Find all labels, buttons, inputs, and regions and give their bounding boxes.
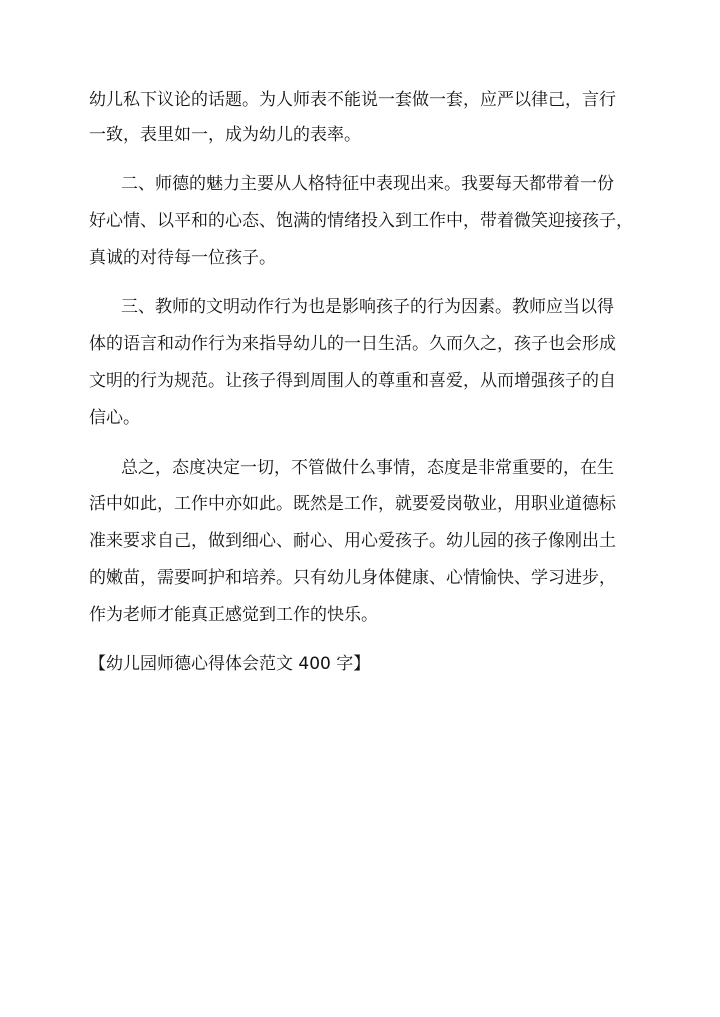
paragraph-4-line-5: 作为老师才能真正感觉到工作的快乐。 — [89, 605, 378, 625]
paragraph-4-line-2: 活中如此，工作中亦如此。既然是工作，就要爱岗敬业，用职业道德标 — [89, 494, 616, 514]
paragraph-1-line-1: 幼儿私下议论的话题。为人师表不能说一套做一套，应严以律己，言行 — [89, 90, 616, 110]
paragraph-2-line-2: 好心情、以平和的心态、饱满的情绪投入到工作中，带着微笑迎接孩子， — [89, 211, 633, 231]
paragraph-3-line-3: 文明的行为规范。让孩子得到周围人的尊重和喜爱，从而增强孩子的自 — [89, 371, 616, 391]
paragraph-4-line-1: 总之，态度决定一切，不管做什么事情，态度是非常重要的，在生 — [121, 458, 614, 478]
paragraph-4-line-4: 的嫩苗，需要呵护和培养。只有幼儿身体健康、心情愉快、学习进步， — [89, 568, 616, 588]
paragraph-3-line-1: 三、教师的文明动作行为也是影响孩子的行为因素。教师应当以得 — [121, 297, 614, 317]
paragraph-3-line-4: 信心。 — [89, 408, 140, 428]
paragraph-2-line-1: 二、师德的魅力主要从人格特征中表现出来。我要每天都带着一份 — [121, 174, 614, 194]
paragraph-4-line-3: 准来要求自己，做到细心、耐心、用心爱孩子。幼儿园的孩子像刚出土 — [89, 531, 616, 551]
article-title: 【幼儿园师德心得体会范文 400 字】 — [89, 654, 371, 674]
paragraph-3-line-2: 体的语言和动作行为来指导幼儿的一日生活。久而久之，孩子也会形成 — [89, 334, 616, 354]
paragraph-1-line-2: 一致，表里如一，成为幼儿的表率。 — [89, 125, 361, 145]
paragraph-2-line-3: 真诚的对待每一位孩子。 — [89, 248, 276, 268]
